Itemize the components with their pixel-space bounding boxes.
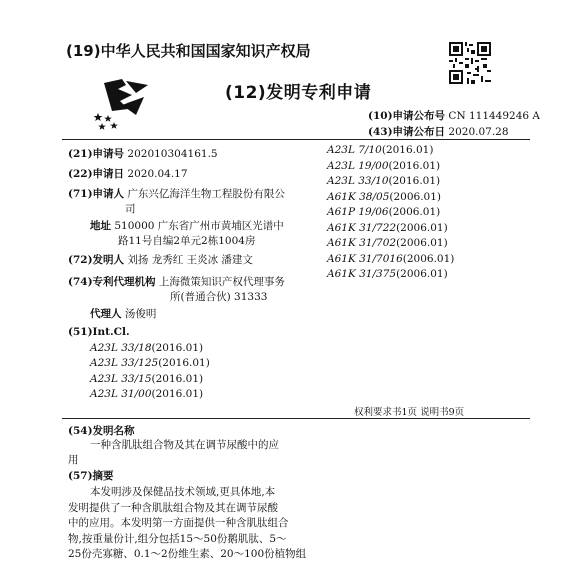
application-date-label: (22)申请日 (68, 168, 125, 180)
classification-item (327, 191, 441, 203)
int-cl-item (90, 342, 203, 354)
classification-item (327, 222, 448, 234)
publication-number-label: (10)申请公布号 (368, 110, 446, 122)
address-line1: 510000 广东省广州市黄埔区光谱中 (114, 220, 284, 232)
application-number-label: (21)申请号 (68, 148, 125, 160)
classification-code: A61K 38/05 (327, 191, 390, 203)
agent-row (90, 306, 156, 321)
classification-year: (2006.01) (402, 253, 455, 265)
application-date: 2020.04.17 (127, 168, 188, 180)
office-emblem-icon (92, 75, 156, 131)
abstract-label: (57)摘要 (68, 470, 114, 482)
classification-year: (2016.01) (381, 144, 434, 156)
int-cl-year: (2016.01) (151, 342, 204, 354)
int-cl-code: A23L 33/125 (90, 357, 159, 369)
classification-year: (2006.01) (396, 222, 448, 234)
classification-year: (2006.01) (388, 206, 441, 218)
invention-title-line1: 一种含肌肽组合物及其在调节尿酸中的应 (90, 439, 279, 451)
classification-code: A61K 31/375 (327, 268, 397, 280)
applicant-label: (71)申请人 (68, 188, 125, 200)
abstract-line: 25份壳寡糖、0.1～2份维生素、20～100份植物组 (68, 548, 307, 560)
agency-line1: 上海微策知识产权代理事务 (158, 276, 285, 288)
int-cl-year: (2016.01) (151, 388, 204, 400)
classification-item (327, 206, 440, 218)
address-line2: 路11号自编2单元2栋1004房 (118, 235, 256, 247)
classification-year: (2016.01) (388, 160, 441, 172)
int-cl-item (90, 357, 210, 369)
section-rule (62, 418, 530, 419)
agent-label: 代理人 (90, 308, 122, 320)
inventors: 刘扬 龙秀红 王炎冰 潘建文 (127, 254, 253, 266)
pages-note: 权利要求书1页 说明书9页 (354, 407, 465, 418)
classification-code: A61K 31/722 (327, 222, 397, 234)
classification-code: A23L 33/10 (327, 175, 389, 187)
agency-line2: 所(普通合伙) 31333 (170, 291, 268, 303)
int-cl-year: (2016.01) (151, 373, 204, 385)
publication-date-label: (43)申请公布日 (368, 126, 446, 138)
publication-date: 2020.07.28 (448, 126, 509, 138)
application-number: 202010304161.5 (127, 148, 218, 160)
inventors-row (68, 252, 253, 267)
classification-year: (2006.01) (389, 191, 442, 203)
classification-code: A23L 7/10 (327, 144, 382, 156)
office-name: (19)中华人民共和国国家知识产权局 (66, 42, 311, 60)
publication-number-row (368, 108, 540, 123)
title-label: (54)发明名称 (68, 425, 135, 437)
address-row (90, 218, 284, 233)
abstract-line: 发明提供了一种含肌肽组合物及其在调节尿酸 (68, 502, 278, 514)
publication-date-row (368, 124, 509, 139)
classification-item (327, 144, 433, 156)
classification-item (327, 268, 448, 280)
agency-row (68, 274, 285, 289)
classification-item (327, 253, 454, 265)
abstract-line: 本发明涉及保健品技术领域,更具体地,本 (90, 486, 276, 498)
document-type: (12)发明专利申请 (225, 83, 372, 103)
int-cl-code: A23L 33/18 (90, 342, 152, 354)
int-cl-item (90, 373, 203, 385)
qr-code-icon (449, 42, 491, 84)
int-cl-label: (51)Int.Cl. (68, 326, 130, 338)
applicant-name-line2: 司 (125, 203, 136, 215)
classification-item (327, 175, 440, 187)
agency-label: (74)专利代理机构 (68, 276, 156, 288)
classification-item (327, 160, 440, 172)
abstract-line: 中的应用。本发明第一方面提供一种含肌肽组合 (68, 517, 289, 529)
int-cl-code: A23L 33/15 (90, 373, 152, 385)
classification-code: A23L 19/00 (327, 160, 389, 172)
abstract-line: 物,按重量份计,组分包括15～50份鹅肌肽、5～ (68, 533, 287, 545)
applicant-name-line1: 广东兴亿海洋生物工程股份有限公 (127, 188, 285, 200)
classification-item (327, 237, 448, 249)
publication-number: CN 111449246 A (448, 110, 541, 122)
int-cl-item (90, 388, 203, 400)
classification-year: (2016.01) (388, 175, 441, 187)
int-cl-code: A23L 31/00 (90, 388, 152, 400)
applicant-row (68, 186, 285, 201)
classification-code: A61K 31/7016 (327, 253, 403, 265)
classification-code: A61K 31/702 (327, 237, 397, 249)
int-cl-year: (2016.01) (158, 357, 210, 369)
classification-code: A61P 19/06 (327, 206, 389, 218)
application-number-row (68, 146, 218, 161)
agent-name: 汤俊明 (124, 308, 157, 320)
application-date-row (68, 166, 188, 181)
header-rule (62, 139, 530, 140)
address-label: 地址 (90, 220, 111, 232)
classification-year: (2006.01) (396, 237, 448, 249)
inventors-label: (72)发明人 (68, 254, 125, 266)
classification-year: (2006.01) (396, 268, 448, 280)
invention-title-line2: 用 (68, 454, 79, 466)
